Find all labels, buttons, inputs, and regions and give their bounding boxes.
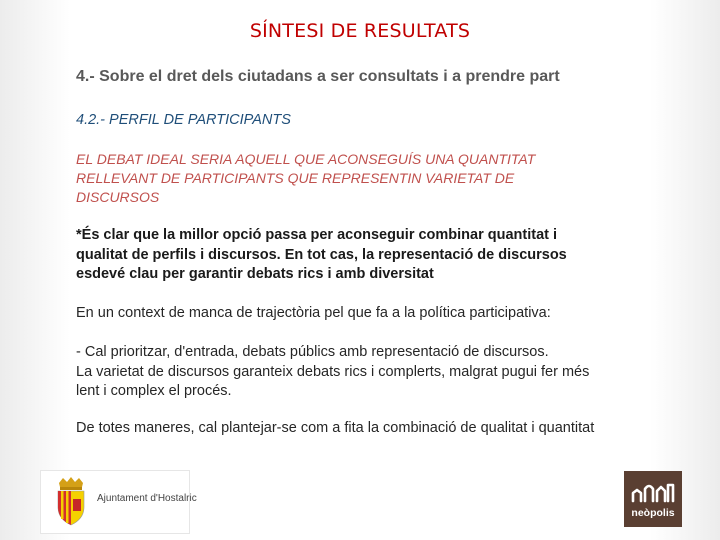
slide-title: SÍNTESI DE RESULTATS: [249, 20, 471, 42]
caps-line: EL DEBAT IDEAL SERIA AQUELL QUE ACONSEGUÍS UNA QUANTITAT: [76, 151, 536, 167]
ajuntament-name: Ajuntament d'Hostalric: [97, 493, 197, 504]
priority-line: La varietat de discursos garanteix debats rics i complerts, malgrat pugui fer més: [76, 363, 590, 380]
caps-statement: [76, 150, 646, 207]
priority-paragraph: [76, 343, 676, 402]
key-finding-line: qualitat de perfils i discursos. En tot cas, la representació de discursos: [76, 246, 567, 263]
closing-paragraph: De totes maneres, cal plantejar-se com a fita la combinació de qualitat i quantitat: [76, 420, 595, 436]
neopolis-logo: [624, 471, 682, 527]
context-paragraph: En un context de manca de trajectòria pel que fa a la política participativa:: [76, 305, 551, 321]
section-heading: 4.2.- PERFIL DE PARTICIPANTS: [76, 112, 291, 128]
key-finding-paragraph: [76, 226, 676, 285]
skyline-icon: [631, 481, 675, 503]
slide-subtitle: 4.- Sobre el dret dels ciutadans a ser consultats i a prendre part: [76, 68, 560, 85]
priority-line: - Cal prioritzar, d'entrada, debats públics amb representació de discursos.: [76, 344, 549, 360]
priority-line: lent i complex el procés.: [76, 383, 232, 399]
key-finding-line: esdevé clau per garantir debats rics i amb diversitat: [76, 266, 434, 282]
neopolis-name: neòpolis: [631, 507, 675, 519]
caps-line: DISCURSOS: [76, 189, 160, 205]
ajuntament-logo: [40, 470, 197, 534]
coat-of-arms-icon: [49, 477, 93, 527]
caps-line: RELLEVANT DE PARTICIPANTS QUE REPRESENTIN VARIETAT DE: [76, 170, 515, 186]
key-finding-line: *És clar que la millor opció passa per aconseguir combinar quantitat i: [76, 227, 558, 243]
